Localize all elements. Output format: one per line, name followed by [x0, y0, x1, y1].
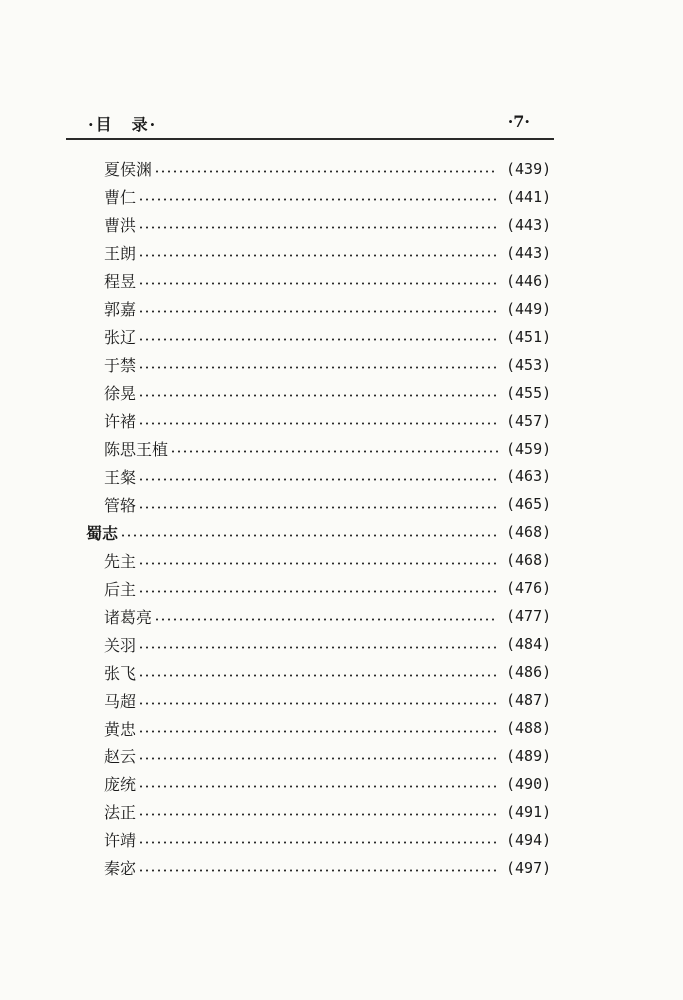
toc-entry-page: (488) — [506, 719, 552, 738]
header-page-number: ·7· — [507, 112, 530, 131]
dot-leader — [138, 338, 498, 341]
toc-entry-title: 陈思王植 — [104, 440, 169, 459]
dot-leader — [138, 478, 498, 481]
table-of-contents — [0, 155, 683, 882]
dot-leader — [138, 702, 498, 705]
toc-entry-page: (457) — [506, 411, 552, 430]
dot-leader — [138, 254, 498, 257]
dot-leader — [138, 366, 498, 369]
toc-entry[interactable] — [0, 826, 683, 854]
toc-entry-title: 诸葛亮 — [104, 607, 153, 627]
toc-entry-page: (459) — [506, 439, 552, 458]
toc-entry-title: 曹仁 — [104, 188, 137, 208]
toc-entry-title: 秦宓 — [104, 859, 137, 879]
toc-entry[interactable] — [0, 798, 683, 826]
toc-entry[interactable] — [0, 211, 683, 239]
dot-leader — [138, 757, 498, 760]
toc-entry-page: (446) — [506, 271, 552, 290]
toc-entry-title: 庞统 — [104, 775, 137, 795]
toc-entry-title: 赵云 — [104, 747, 137, 767]
toc-entry-page: (491) — [506, 802, 552, 821]
toc-entry-page: (490) — [506, 774, 552, 793]
toc-entry[interactable] — [0, 546, 683, 574]
toc-entry-page: (476) — [506, 579, 552, 598]
toc-entry-page: (451) — [506, 327, 552, 346]
toc-entry[interactable] — [0, 435, 683, 463]
toc-entry-page: (484) — [506, 635, 552, 654]
toc-entry-page: (449) — [506, 299, 552, 318]
dot-leader — [138, 394, 498, 397]
toc-entry-page: (463) — [506, 467, 552, 486]
toc-entry[interactable] — [0, 155, 683, 183]
toc-entry-title: 黄忠 — [104, 719, 137, 739]
toc-entry-title: 管辂 — [104, 495, 137, 515]
toc-entry-title: 张辽 — [104, 328, 137, 348]
toc-entry-title: 王朗 — [104, 244, 137, 264]
toc-entry-page: (486) — [506, 663, 552, 682]
dot-leader — [138, 506, 498, 509]
toc-entry-page: (453) — [506, 355, 552, 374]
toc-entry[interactable] — [0, 462, 683, 490]
toc-entry-page: (465) — [506, 495, 552, 514]
toc-entry[interactable] — [0, 490, 683, 518]
dot-leader — [170, 450, 498, 453]
toc-entry-title: 许褚 — [104, 412, 137, 432]
toc-entry-title: 许靖 — [104, 831, 137, 851]
header-rule — [66, 138, 554, 140]
toc-entry[interactable] — [0, 658, 683, 686]
running-header — [60, 112, 554, 134]
toc-entry-title: 郭嘉 — [104, 300, 137, 320]
dot-leader — [138, 813, 498, 816]
toc-entry[interactable] — [0, 239, 683, 267]
toc-entry[interactable] — [0, 770, 683, 798]
header-section-title: ·目 录· — [88, 115, 158, 134]
toc-entry-page: (443) — [506, 243, 552, 262]
toc-section-title: 蜀志 — [86, 523, 119, 543]
toc-entry[interactable] — [0, 323, 683, 351]
toc-entry[interactable] — [0, 602, 683, 630]
toc-entry[interactable] — [0, 574, 683, 602]
dot-leader — [120, 534, 498, 537]
dot-leader — [138, 422, 498, 425]
toc-entry-title: 马超 — [104, 691, 137, 711]
toc-entry-title: 夏侯渊 — [104, 160, 153, 180]
toc-entry[interactable] — [0, 295, 683, 323]
dot-leader — [138, 869, 498, 872]
toc-entry-title: 程昱 — [104, 272, 137, 292]
toc-entry-page: (443) — [506, 215, 552, 234]
toc-entry[interactable] — [0, 351, 683, 379]
toc-entry-title: 关羽 — [104, 635, 137, 655]
toc-entry-page: (494) — [506, 830, 552, 849]
toc-entry-title: 后主 — [104, 579, 137, 599]
toc-entry-page: (497) — [506, 858, 552, 877]
toc-entry-page: (487) — [506, 691, 552, 710]
dot-leader — [138, 562, 498, 565]
toc-entry[interactable] — [0, 267, 683, 295]
dot-leader — [138, 646, 498, 649]
dot-leader — [138, 674, 498, 677]
toc-entry-page: (468) — [506, 523, 552, 542]
dot-leader — [154, 618, 498, 621]
toc-entry-page: (489) — [506, 746, 552, 765]
dot-leader — [138, 282, 498, 285]
dot-leader — [138, 226, 498, 229]
toc-entry-title: 先主 — [104, 551, 137, 571]
dot-leader — [138, 730, 498, 733]
toc-entry-page: (455) — [506, 383, 552, 402]
dot-leader — [138, 841, 498, 844]
toc-section-heading[interactable] — [0, 518, 683, 546]
toc-entry-page: (477) — [506, 607, 552, 626]
toc-entry-page: (441) — [506, 187, 552, 206]
dot-leader — [138, 590, 498, 593]
toc-entry-title: 于禁 — [104, 356, 137, 376]
toc-entry-title: 法正 — [104, 803, 137, 823]
dot-leader — [138, 785, 498, 788]
dot-leader — [154, 170, 498, 173]
dot-leader — [138, 198, 498, 201]
dot-leader — [138, 310, 498, 313]
toc-entry-title: 王粲 — [104, 467, 137, 487]
toc-entry[interactable] — [0, 686, 683, 714]
toc-entry-title: 徐晃 — [104, 384, 137, 404]
toc-entry[interactable] — [0, 854, 683, 882]
toc-entry[interactable] — [0, 714, 683, 742]
toc-entry[interactable] — [0, 630, 683, 658]
toc-entry[interactable] — [0, 183, 683, 211]
toc-entry-title: 曹洪 — [104, 216, 137, 236]
toc-entry[interactable] — [0, 742, 683, 770]
toc-entry-page: (468) — [506, 551, 552, 570]
toc-entry-page: (439) — [506, 159, 552, 178]
toc-entry-title: 张飞 — [104, 663, 137, 683]
toc-entry[interactable] — [0, 407, 683, 435]
toc-entry[interactable] — [0, 379, 683, 407]
